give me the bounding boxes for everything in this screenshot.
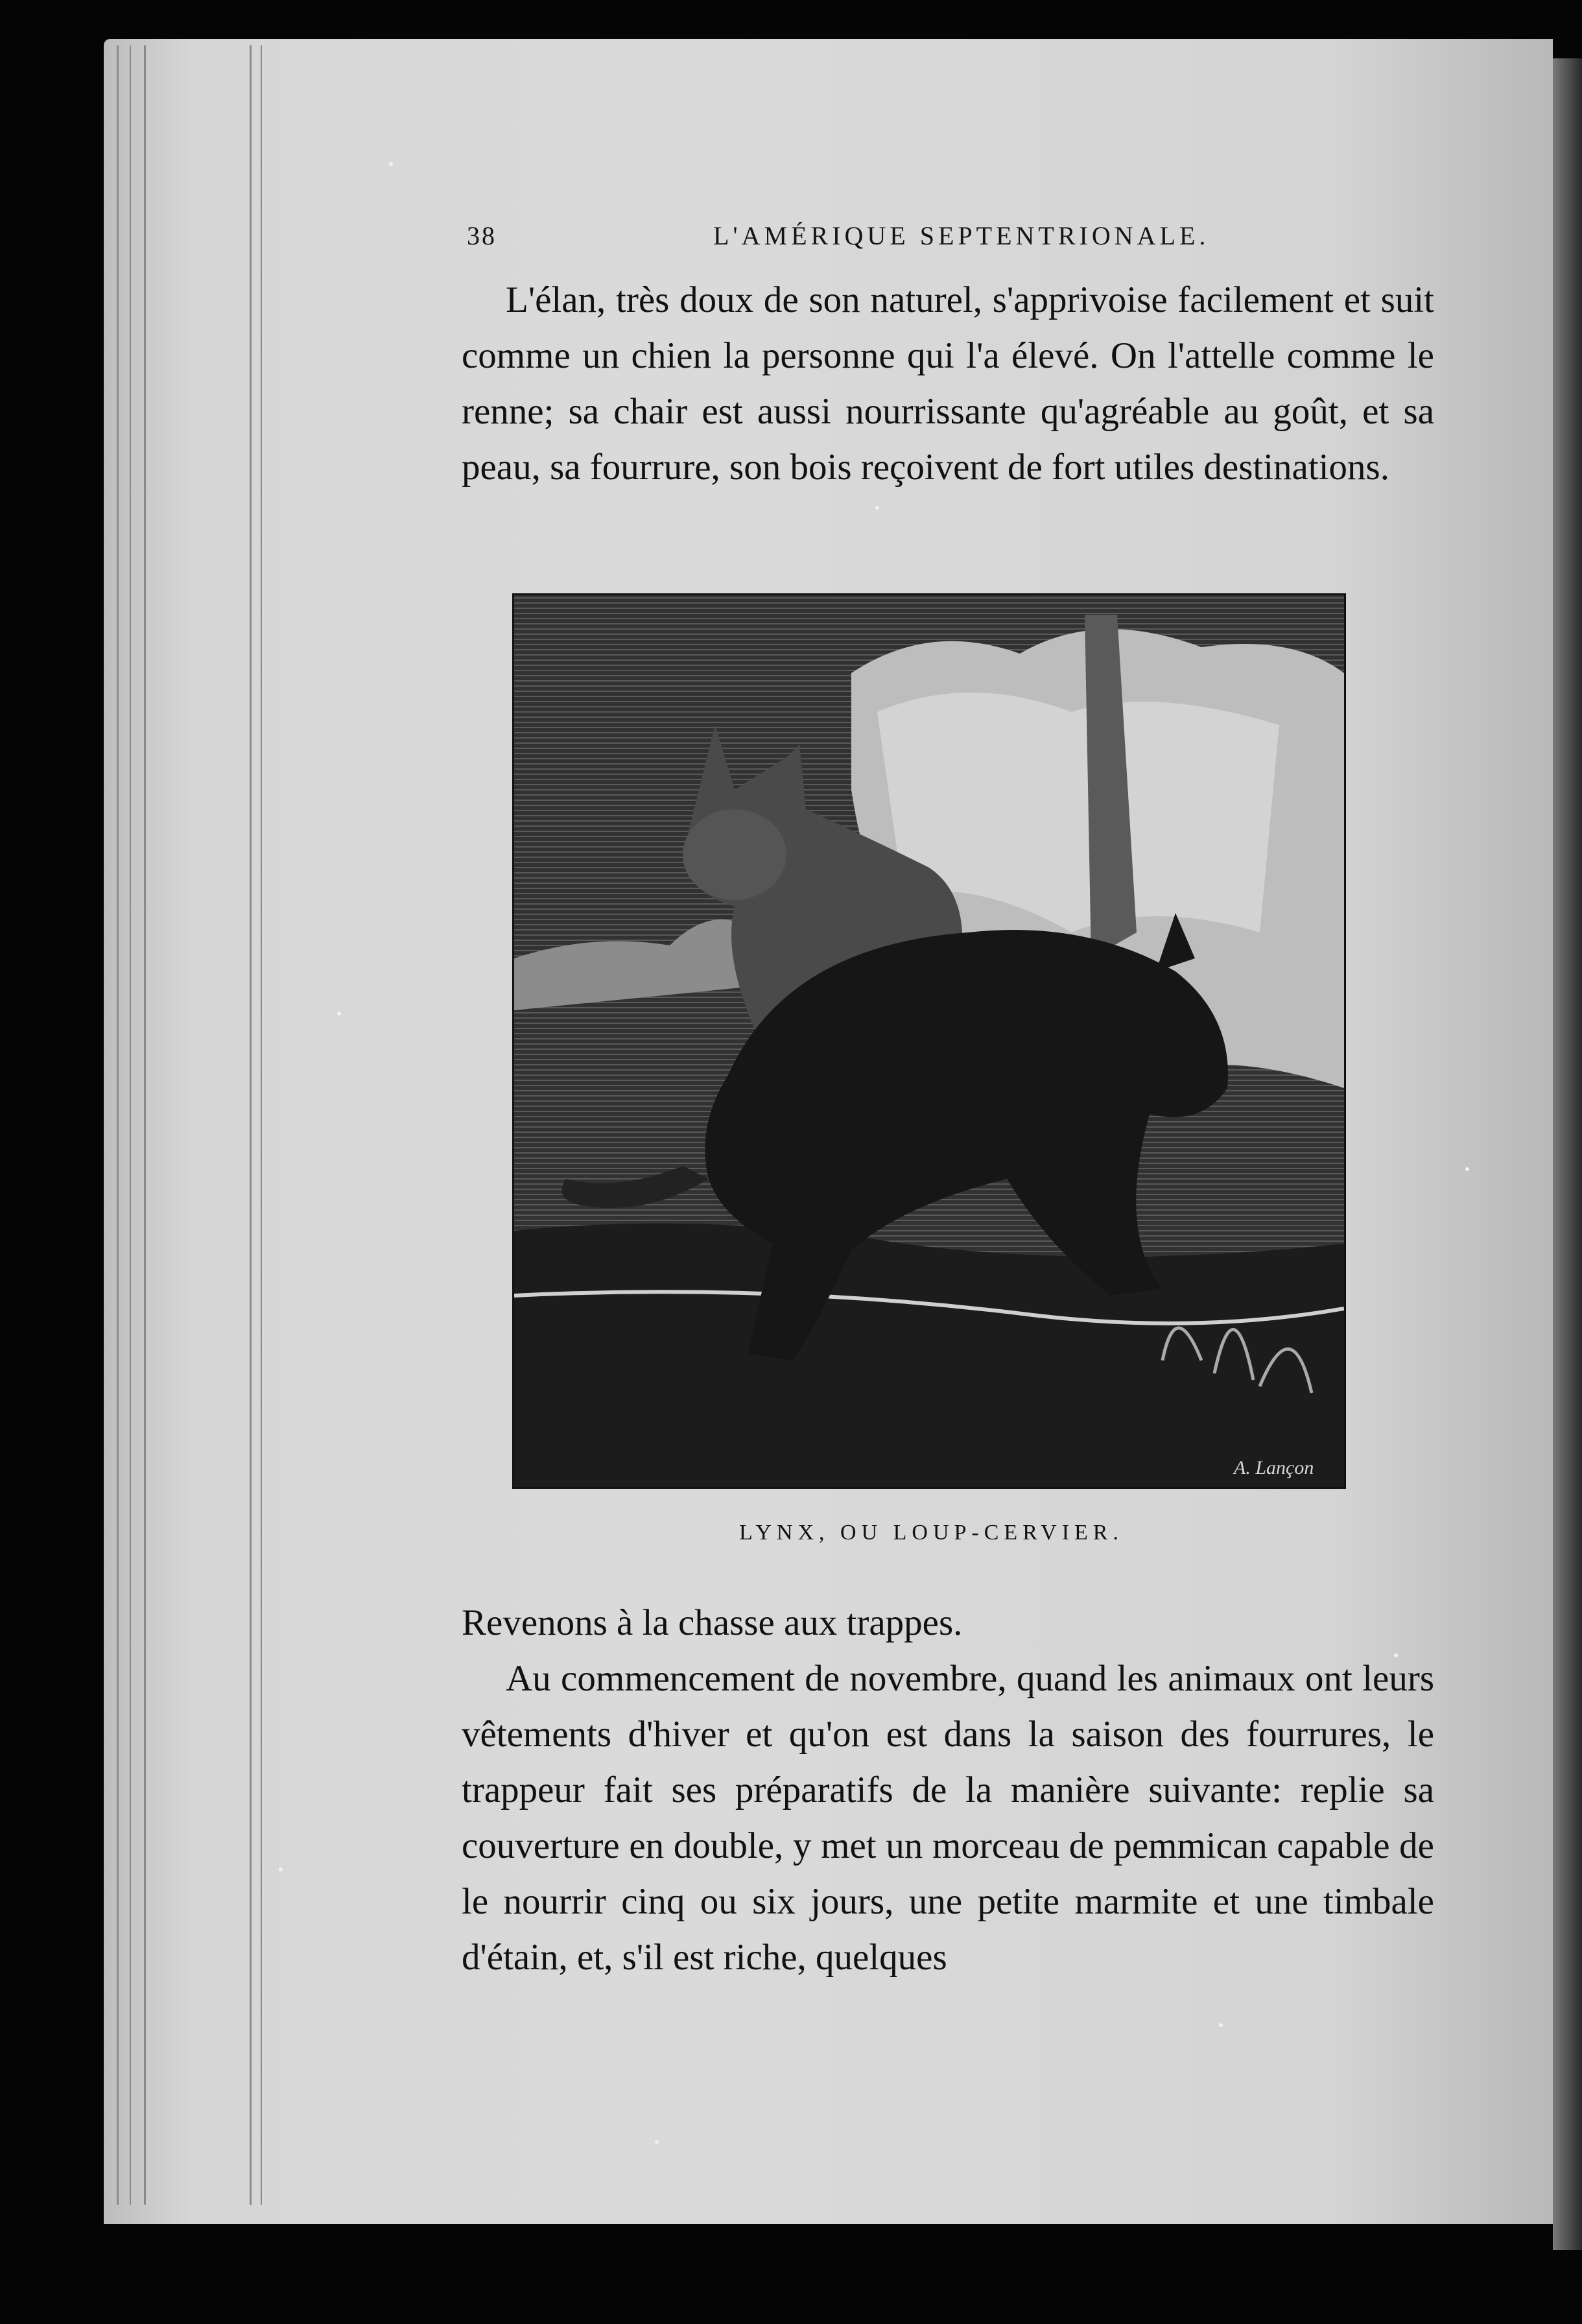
engraver-signature: A. Lançon — [1234, 1457, 1314, 1478]
scan-speck — [337, 1012, 341, 1015]
scan-speck — [655, 2140, 659, 2144]
figure-caption: LYNX, OU LOUP-CERVIER. — [739, 1521, 1124, 1545]
paragraph-elan — [462, 272, 1434, 495]
scan-speck — [1465, 1167, 1469, 1171]
paragraph-text: L'élan, très doux de son naturel, s'apprivoise facilement et suit comme un chien la personne qui l'a élevé. On l'attelle comme le renne; sa chair est aussi nourrissante qu'agréable au goût, et sa peau, sa fourrure, son bois reçoivent de fort utiles destinations. — [462, 279, 1434, 488]
scan-speck — [875, 506, 879, 510]
gutter-line — [144, 45, 146, 2205]
paragraph-chasse — [462, 1595, 1434, 1986]
gutter-line — [117, 45, 119, 2205]
lynx-engraving — [512, 593, 1346, 1489]
scan-speck — [279, 1868, 283, 1871]
gutter-line — [250, 45, 252, 2205]
running-header — [467, 214, 1426, 266]
lynx-back-head — [683, 809, 786, 900]
scan-speck — [389, 162, 393, 166]
page-edge-shadow — [1553, 58, 1582, 2250]
paragraph-text: Revenons à la chasse aux trappes. — [462, 1602, 963, 1643]
running-title: L'AMÉRIQUE SEPTENTRIONALE. — [713, 221, 1210, 250]
page-number: 38 — [467, 221, 497, 250]
gutter-line — [130, 45, 131, 2205]
gutter-line — [261, 45, 262, 2205]
scan-speck — [1219, 2023, 1223, 2027]
lynx-illustration — [514, 595, 1344, 1487]
paragraph-text: Au commencement de novembre, quand les animaux ont leurs vêtements d'hiver et qu'on est dans la saison des fourrures, le trappeur fait ses préparatifs de la manière suivante: replie sa couverture en double, y met un morceau de pemmican capable de le nourrir cinq ou six jours, une petite marmite et une timbale d'étain, et, s'il est riche, quelques — [462, 1658, 1434, 1978]
